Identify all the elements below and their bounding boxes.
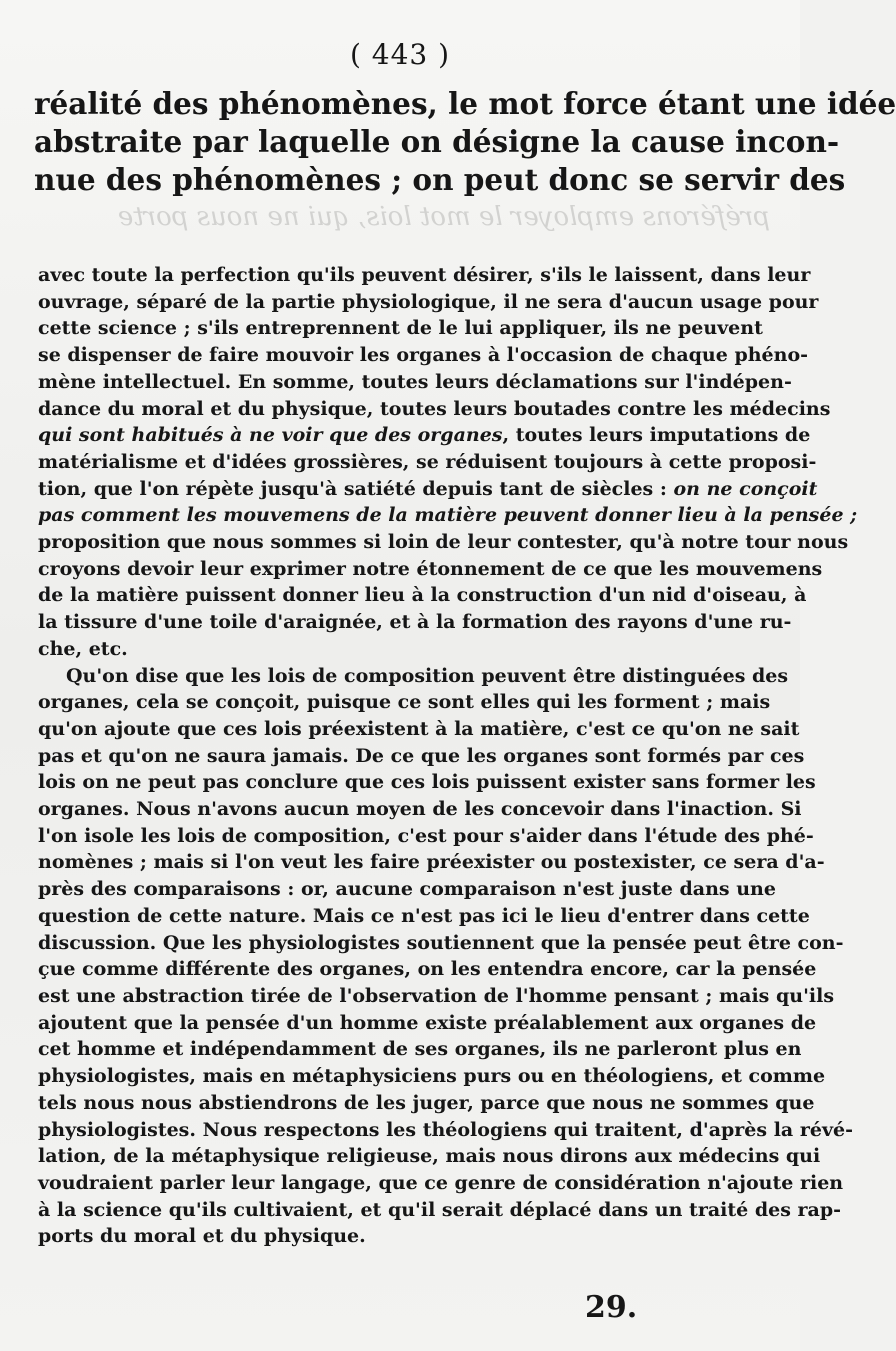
italic-phrase: qui sont habitués à ne voir que des organes [38,424,503,447]
signature-mark: 29. [585,1290,638,1325]
bleed-through-text: préférons employer le mot lois, qui ne nous porte [117,202,770,232]
body-text [38,262,858,1250]
text-line: dance du moral et du physique, toutes leurs boutades contre les médecins [38,397,831,420]
text-line: discussion. Que les physiologistes soutiennent que la pensée peut être con- [38,931,844,954]
text-line: matérialisme et d'idées grossières, se réduisent toujours à cette proposi- [38,450,817,473]
large-text-line: nue des phénomènes ; on peut donc se servir des [34,162,846,197]
page-number: ( 443 ) [349,38,451,71]
text-line: ouvrage, séparé de la partie physiologique, il ne sera d'aucun usage pour [38,290,819,313]
text-line: question de cette nature. Mais ce n'est pas ici le lieu d'entrer dans cette [38,904,810,927]
text-line: organes, cela se conçoit, puisque ce sont elles qui les forment ; mais [38,691,771,714]
text-line: çue comme différente des organes, on les entendra encore, car la pensée [38,958,817,981]
text-line: tels nous nous abstiendrons de les juger, parce que nous ne sommes que [38,1091,815,1114]
text-line-italic-start [38,422,811,449]
text-line: nomènes ; mais si l'on veut les faire préexister ou postexister, ce sera d'a- [38,851,825,874]
text-line: de la matière puissent donner lieu à la construction d'un nid d'oiseau, à [38,584,807,607]
text-segment: , toutes leurs imputations de [502,424,811,447]
italic-phrase: on ne conçoit [673,477,818,500]
text-line: est une abstraction tirée de l'observation de l'homme pensant ; mais qu'ils [38,984,835,1007]
text-line: mène intellectuel. En somme, toutes leurs déclamations sur l'indépen- [38,370,792,393]
text-line: physiologistes. Nous respectons les théologiens qui traitent, d'après la révé- [38,1118,853,1141]
text-line: cette science ; s'ils entreprennent de le lui appliquer, ils ne peuvent [38,317,763,340]
text-line: cet homme et indépendamment de ses organes, ils ne parleront plus en [38,1038,802,1061]
text-line: ajoutent que la pensée d'un homme existe préalablement aux organes de [38,1011,817,1034]
text-line: la tissure d'une toile d'araignée, et à la formation des rayons d'une ru- [38,611,792,634]
text-line-italic-end [38,476,818,503]
text-segment: tion, que l'on répète jusqu'à satiété depuis tant de siècles : [38,477,674,500]
text-line: lois on ne peut pas conclure que ces lois puissent exister sans former les [38,771,816,794]
large-text-line: abstraite par laquelle on désigne la cause incon- [34,124,840,159]
text-line: ports du moral et du physique. [38,1225,366,1248]
text-line: proposition que nous sommes si loin de leur contester, qu'à notre tour nous [38,531,849,554]
carryover-large-text [34,85,896,199]
italic-phrase: pas comment les mouvemens de la matière peuvent donner lieu à la pensée ; [38,504,858,527]
text-line: che, etc. [38,637,128,660]
text-line: avec toute la perfection qu'ils peuvent désirer, s'ils le laissent, dans leur [38,264,811,286]
text-line: physiologistes, mais en métaphysiciens purs ou en théologiens, et comme [38,1065,826,1088]
text-line: à la science qu'ils cultivaient, et qu'il serait déplacé dans un traité des rap- [38,1198,842,1221]
text-line: se dispenser de faire mouvoir les organes à l'occasion de chaque phéno- [38,344,809,367]
text-line: qu'on ajoute que ces lois préexistent à la matière, c'est ce qu'on ne sait [38,717,800,740]
text-line: près des comparaisons : or, aucune comparaison n'est juste dans une [38,878,776,901]
text-line: Qu'on dise que les lois de composition peuvent être distinguées des [66,664,789,687]
text-line: lation, de la métaphysique religieuse, mais nous dirons aux médecins qui [38,1145,821,1168]
text-line: organes. Nous n'avons aucun moyen de les concevoir dans l'inaction. Si [38,798,802,821]
text-line-italic [38,502,858,529]
large-text-line: réalité des phénomènes, le mot force étant une idée [34,86,896,121]
text-line: voudraient parler leur langage, que ce genre de considération n'ajoute rien [38,1171,844,1194]
text-line: pas et qu'on ne saura jamais. De ce que les organes sont formés par ces [38,744,805,767]
text-line: croyons devoir leur exprimer notre étonnement de ce que les mouvemens [38,557,823,580]
text-line: l'on isole les lois de composition, c'est pour s'aider dans l'étude des phé- [38,824,814,847]
